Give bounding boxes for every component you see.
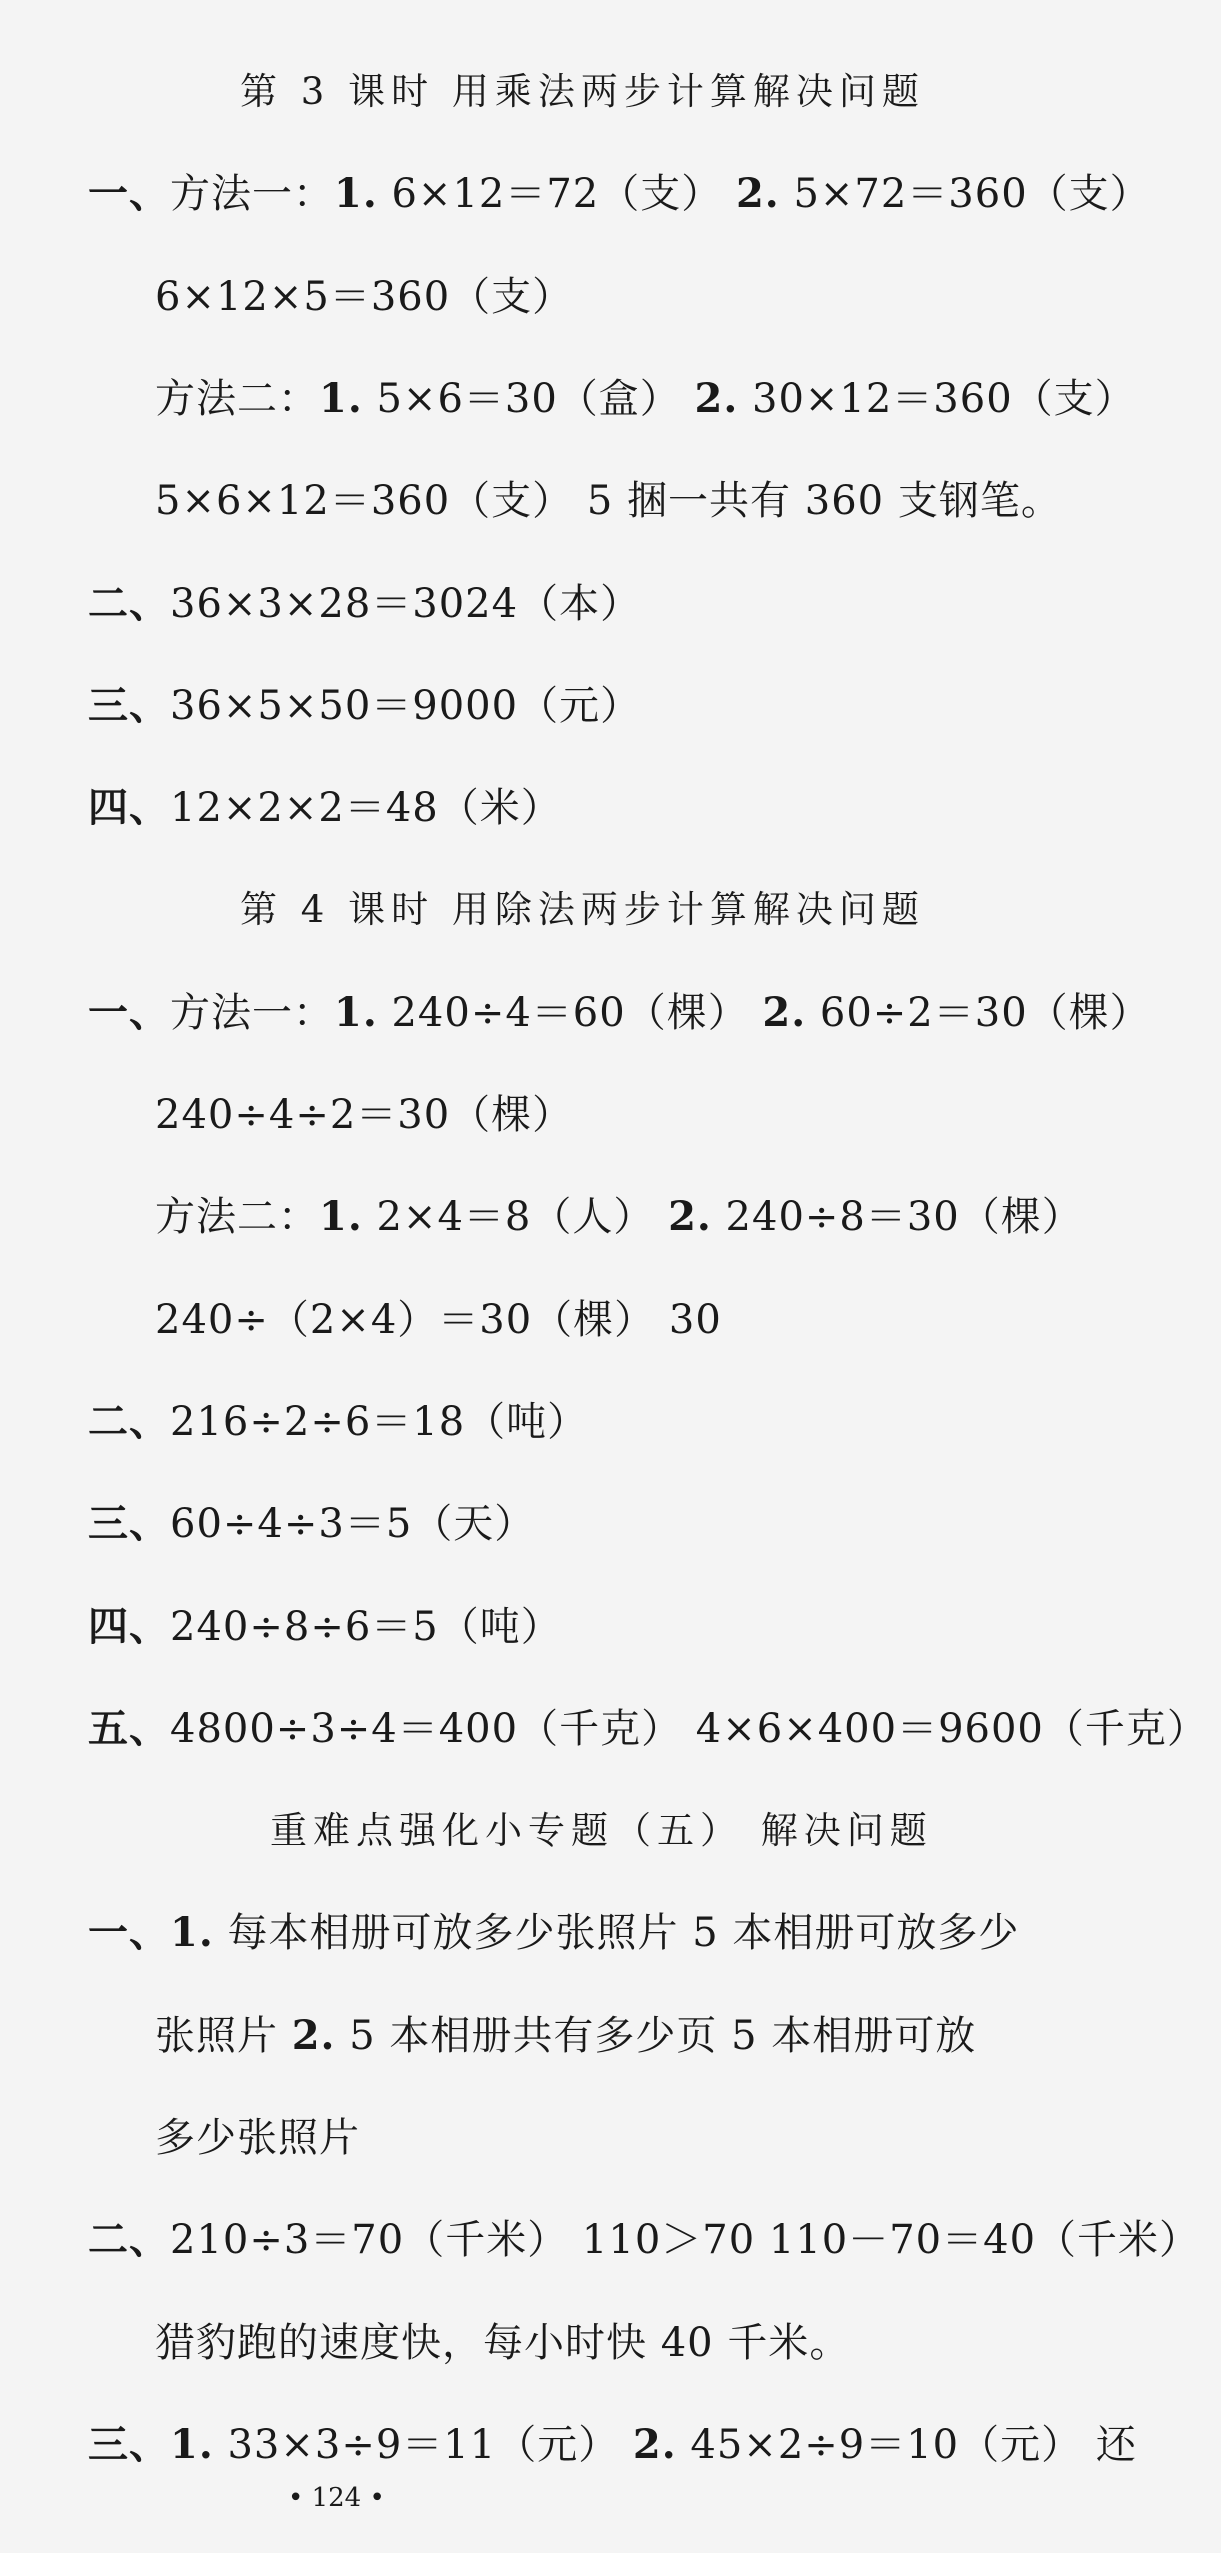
- answer-line: [88, 2421, 1137, 2469]
- answer-line: [155, 1091, 573, 1139]
- answer-line: [88, 1603, 562, 1651]
- item-number: 1.: [334, 988, 378, 1036]
- item-number: 2.: [694, 374, 739, 422]
- answer-line: [88, 1909, 1019, 1957]
- section-heading: 第 4 课时 用除法两步计算解决问题: [240, 888, 925, 932]
- question-marker: 一、: [88, 170, 170, 218]
- answer-line: [155, 375, 1136, 423]
- answer-text: 4800÷3÷4＝400（千克） 4×6×400＝9600（千克）: [170, 1705, 1208, 1752]
- answer-text: 5×6＝30（盒）: [362, 375, 695, 422]
- answer-text: 5×6×12＝360（支） 5 捆一共有 360 支钢笔。: [155, 478, 1062, 525]
- question-marker: 三、: [88, 1500, 170, 1548]
- answer-text: 60÷4÷3＝5（天）: [170, 1501, 536, 1548]
- question-marker: 二、: [88, 579, 170, 627]
- item-number: 2.: [735, 170, 780, 218]
- answer-text: 210÷3＝70（千米） 110＞70 110－70＝40（千米）: [170, 2217, 1201, 2264]
- answer-text: 33×3÷9＝11（元）: [213, 2421, 633, 2468]
- answer-text: 猎豹跑的速度快，每小时快 40 千米。: [155, 2319, 851, 2366]
- answer-text: 240÷4＝60（棵）: [377, 989, 763, 1036]
- answer-line: [88, 682, 641, 730]
- item-number: 1.: [170, 2420, 214, 2468]
- question-marker: 三、: [88, 681, 170, 729]
- question-marker: 二、: [88, 2216, 170, 2264]
- answer-text: 45×2÷9＝10（元） 还: [676, 2421, 1137, 2468]
- answer-text: 6×12＝72（支）: [377, 171, 736, 218]
- question-marker: 一、: [88, 1909, 170, 1957]
- answer-line: [155, 1193, 1083, 1241]
- item-number: 1.: [319, 1193, 363, 1241]
- answer-line: [88, 1705, 1208, 1753]
- answer-line: [155, 1296, 722, 1344]
- answer-line: [155, 477, 1062, 525]
- answer-line: [88, 2216, 1200, 2264]
- answer-text: 方法一：: [170, 171, 334, 218]
- answer-text: 240÷（2×4）＝30（棵） 30: [155, 1296, 722, 1343]
- section-heading: 第 3 课时 用乘法两步计算解决问题: [240, 70, 925, 113]
- answer-line: [155, 273, 573, 321]
- item-number: 1.: [334, 170, 378, 218]
- answer-text: 6×12×5＝360（支）: [155, 273, 574, 320]
- answer-line: [88, 1500, 535, 1548]
- answer-text: 240÷8＝30（棵）: [711, 1194, 1083, 1241]
- item-number: 1.: [319, 374, 363, 422]
- answer-text: 36×5×50＝9000（元）: [170, 682, 642, 729]
- answer-text: 2×4＝8（人）: [362, 1194, 669, 1241]
- answer-line: [88, 170, 1151, 218]
- answer-text: 方法二：: [155, 1194, 319, 1241]
- answer-line: [155, 2012, 976, 2060]
- answer-text: 每本相册可放多少张照片 5 本相册可放多少: [213, 1910, 1020, 1957]
- answer-text: 60÷2＝30（棵）: [806, 989, 1151, 1036]
- answer-text: 张照片: [155, 2012, 292, 2059]
- answer-line: [155, 2319, 850, 2367]
- question-marker: 二、: [88, 1397, 170, 1445]
- answer-text: 方法一：: [170, 989, 334, 1036]
- answer-line: [88, 1398, 588, 1446]
- question-marker: 四、: [88, 784, 170, 832]
- answer-line: [88, 580, 641, 628]
- answer-line: [88, 989, 1151, 1037]
- answer-text: 5 本相册共有多少页 5 本相册可放: [335, 2012, 977, 2059]
- item-number: 1.: [170, 1909, 214, 1957]
- answer-line: [88, 784, 562, 832]
- section-heading: 重难点强化小专题（五） 解决问题: [270, 1809, 933, 1853]
- answer-text: 12×2×2＝48（米）: [170, 785, 562, 832]
- answer-text: 36×3×28＝3024（本）: [170, 580, 642, 627]
- page-number: • 124 •: [288, 2483, 385, 2513]
- answer-text: 5×72＝360（支）: [779, 171, 1151, 218]
- question-marker: 五、: [88, 1704, 170, 1752]
- answer-line: [155, 2114, 360, 2162]
- item-number: 2.: [668, 1193, 712, 1241]
- answer-text: 240÷8÷6＝5（吨）: [170, 1603, 562, 1650]
- item-number: 2.: [291, 2011, 336, 2059]
- item-number: 2.: [762, 988, 807, 1036]
- question-marker: 一、: [88, 988, 170, 1036]
- answer-text: 216÷2÷6＝18（吨）: [170, 1398, 589, 1445]
- answer-text: 方法二：: [155, 375, 319, 422]
- answer-text: 多少张照片: [155, 2115, 360, 2161]
- answer-text: 30×12＝360（支）: [738, 375, 1136, 422]
- question-marker: 四、: [88, 1602, 170, 1650]
- question-marker: 三、: [88, 2420, 170, 2468]
- answer-text: 240÷4÷2＝30（棵）: [155, 1092, 574, 1138]
- item-number: 2.: [632, 2420, 677, 2468]
